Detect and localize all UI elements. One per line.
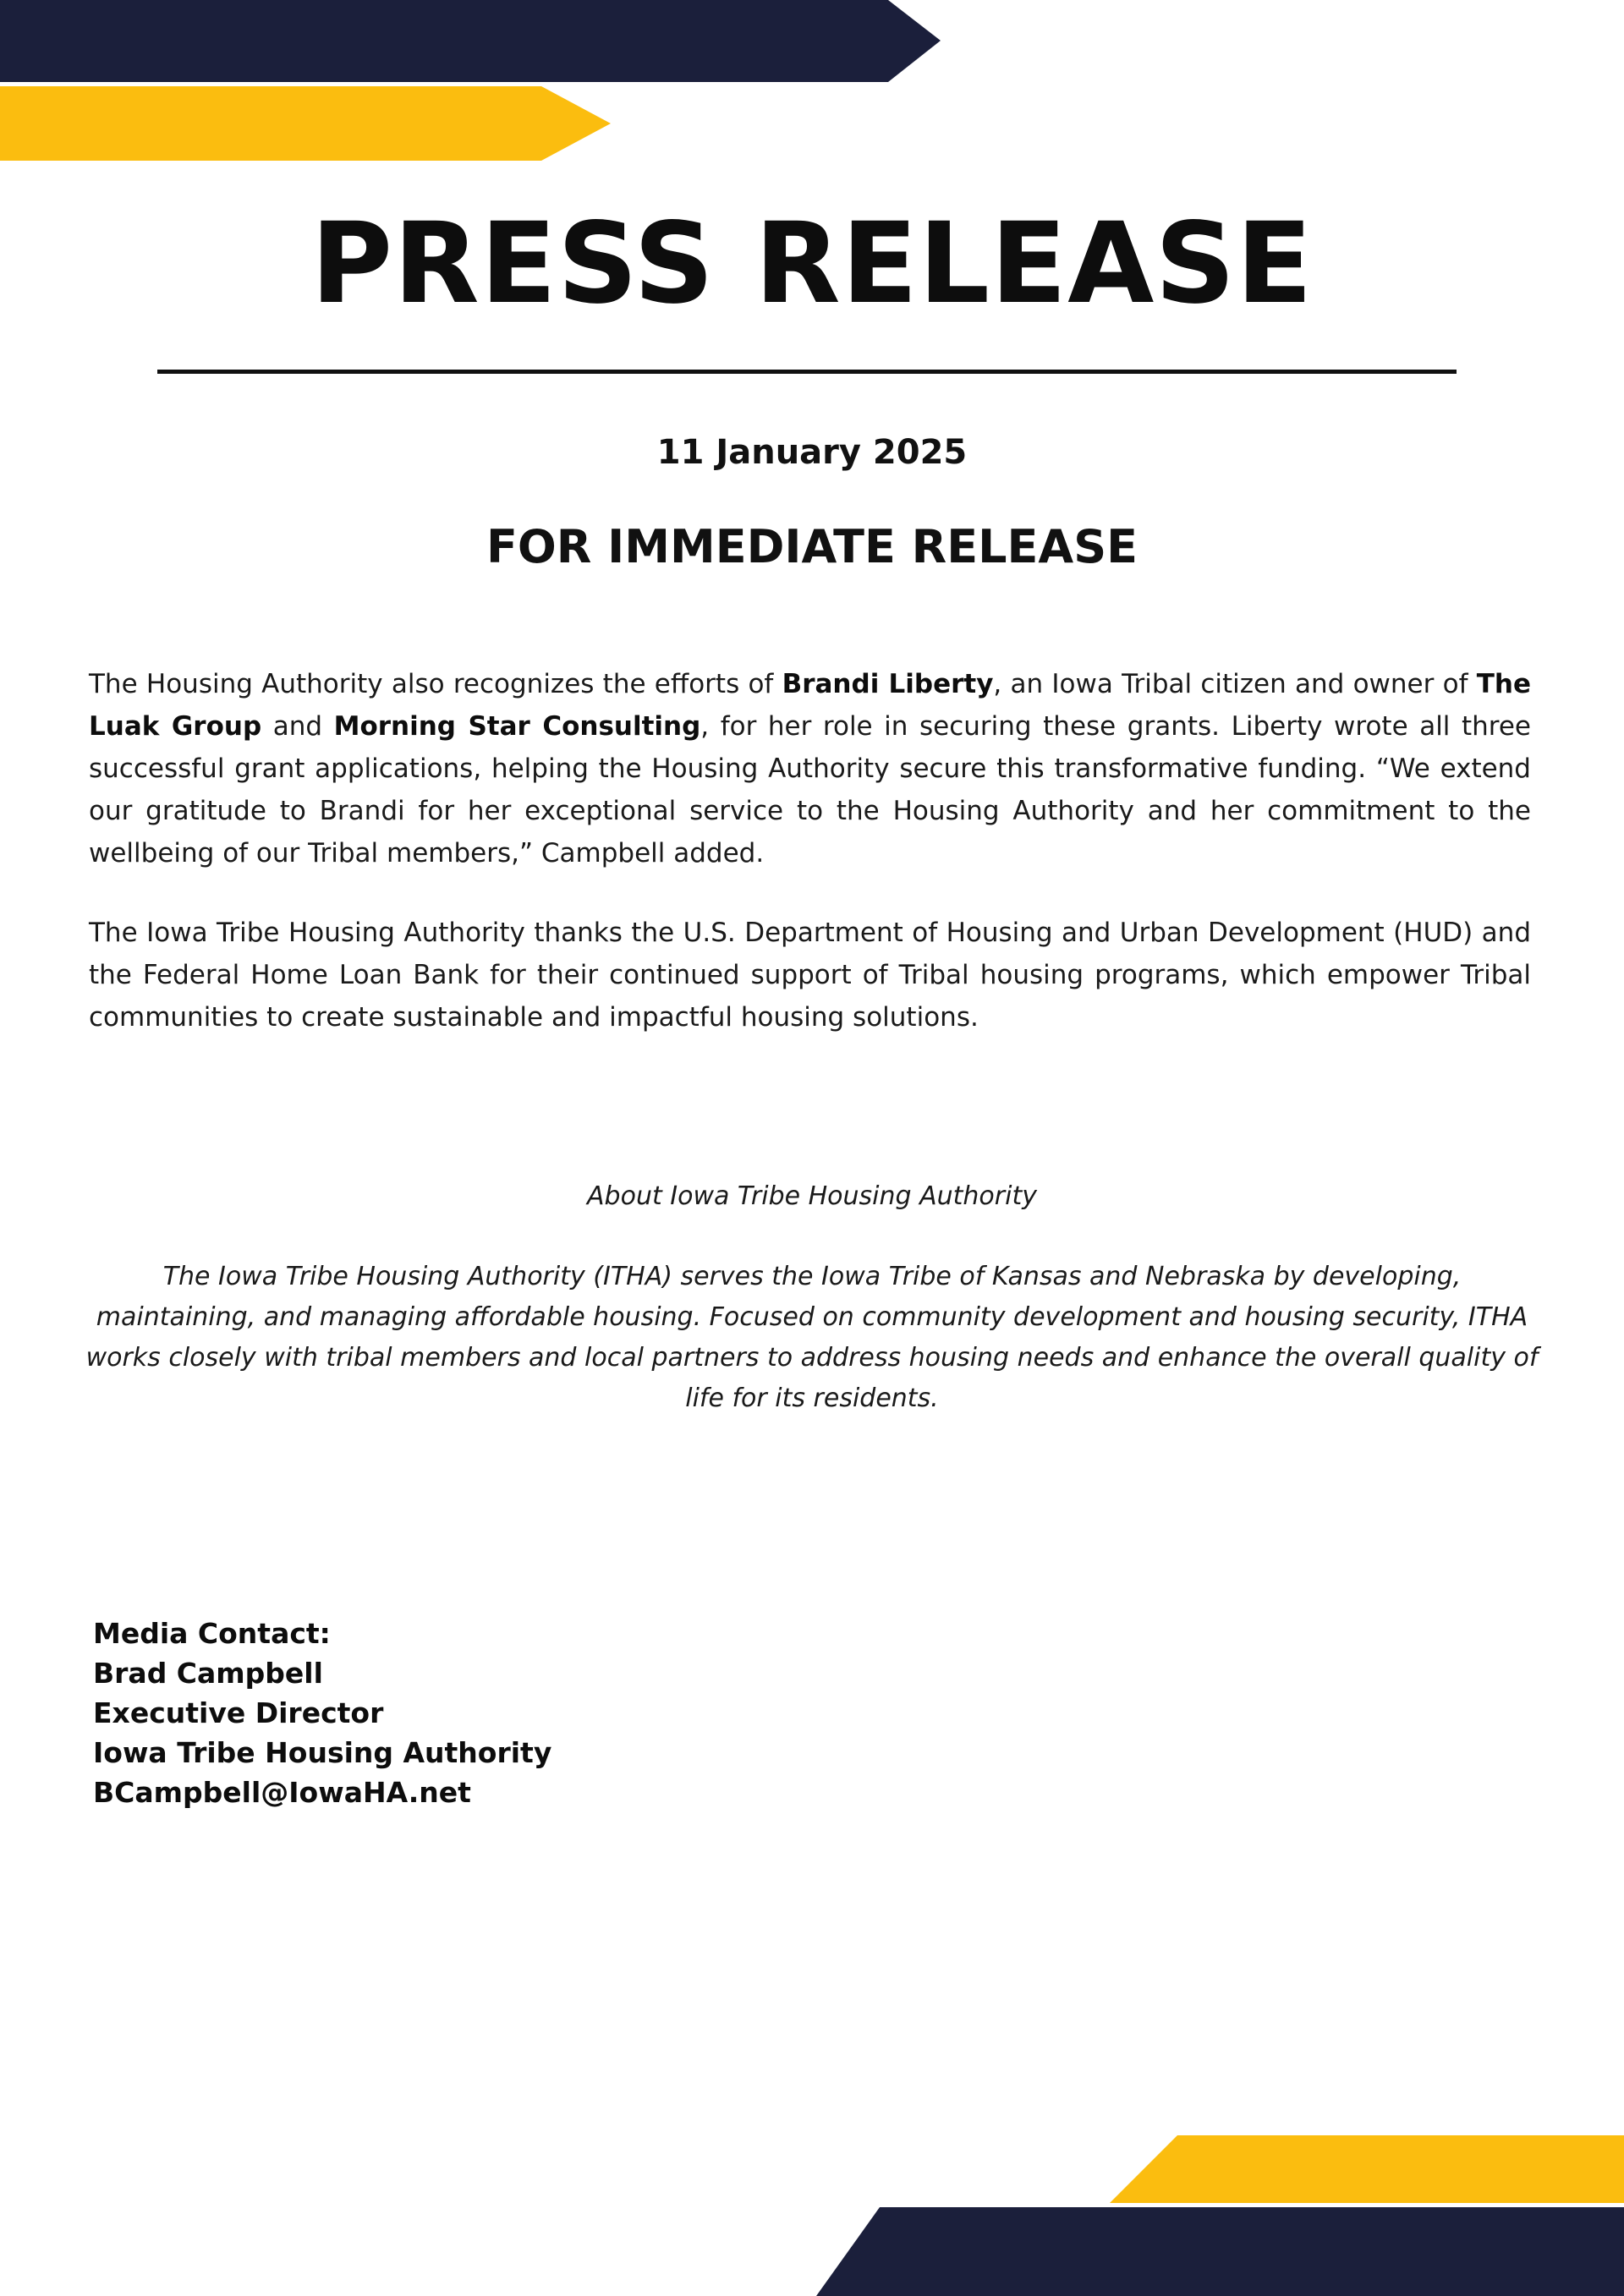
p1-text-2: , an Iowa Tribal citizen and owner of xyxy=(993,669,1477,699)
p1-bold-brandi-liberty: Brandi Liberty xyxy=(782,669,994,699)
top-navy-band xyxy=(0,0,941,82)
top-gold-band xyxy=(0,86,611,161)
contact-label: Media Contact: xyxy=(93,1617,331,1650)
release-date: 11 January 2025 xyxy=(656,433,968,472)
release-note: FOR IMMEDIATE RELEASE xyxy=(486,520,1138,573)
bottom-gold-band xyxy=(1110,2135,1624,2203)
contact-email[interactable]: BCampbell@IowaHA.net xyxy=(93,1776,471,1809)
media-contact-block xyxy=(93,1614,854,1812)
page-title: PRESS RELEASE xyxy=(310,199,1314,329)
p1-text-3: and xyxy=(261,711,334,742)
bottom-navy-band xyxy=(816,2207,1624,2296)
about-heading: About Iowa Tribe Housing Authority xyxy=(587,1181,1037,1211)
p1-bold-morning-star: Morning Star Consulting xyxy=(333,711,701,742)
contact-org: Iowa Tribe Housing Authority xyxy=(93,1736,552,1769)
contact-name: Brad Campbell xyxy=(93,1657,323,1690)
p1-text-1: The Housing Authority also recognizes the efforts of xyxy=(89,669,782,699)
body-paragraph-2: The Iowa Tribe Housing Authority thanks the U.S. Department of Housing and Urban Development (HUD) and the Federal Home Loan Bank for their continued support of Tribal housing programs, which empower Tribal communities to create sustainable and impactful housing solutions. xyxy=(89,918,1531,1033)
title-divider xyxy=(157,370,1457,374)
about-text: The Iowa Tribe Housing Authority (ITHA) serves the Iowa Tribe of Kansas and Nebraska by developing, maintaining, and managing affordable housing. Focused on community development and housing security, ITHA works closely with tribal members and local partners to address housing needs and enhance the overall quality of life for its residents. xyxy=(85,1262,1539,1413)
contact-role: Executive Director xyxy=(93,1696,384,1729)
p1-text-4: , for her role in securing these grants. Liberty wrote all three successful grant applications, helping the Housing Authority secure this transformative funding. “We extend our gratitude to Brandi for her exceptional service to the Housing Authority and her commitment to the wellbeing of our Tribal members,” Campbell added. xyxy=(89,711,1531,869)
p1-bold-luak-group: The Luak Group xyxy=(89,669,1531,742)
body-paragraph-1 xyxy=(89,663,1531,874)
